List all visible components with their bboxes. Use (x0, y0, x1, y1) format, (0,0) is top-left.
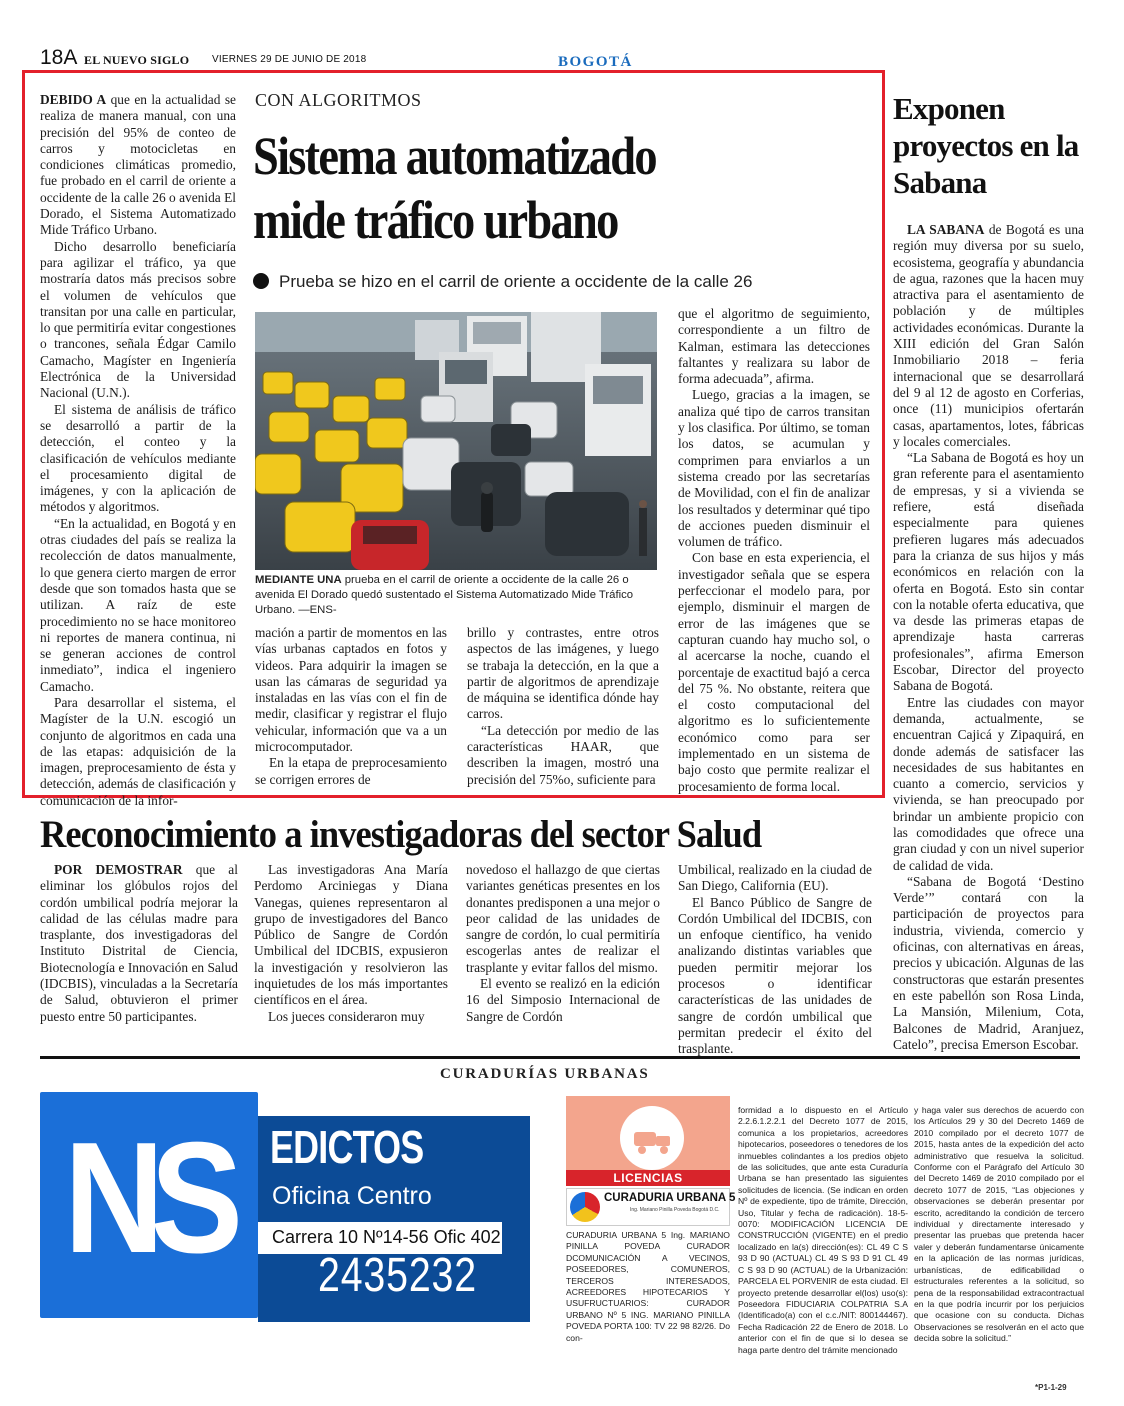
paragraph: “La detección por medio de las características HAAR, que describen la imagen, mostró una precisión del 75%o, suficiente para (467, 722, 659, 787)
licencias-label: LICENCIAS (566, 1170, 730, 1186)
ns-logo: NS (64, 1110, 229, 1286)
traffic-photo (255, 312, 657, 570)
section-divider (40, 1056, 1080, 1059)
curaduria-subtitle: Ing. Mariano Pinilla Poveda Bogotá D.C. (630, 1207, 720, 1213)
sabana-headline: Exponen proyectos en la Sabana (893, 91, 1079, 200)
paragraph: “Sabana de Bogotá ‘Destino Verde’” contará con la participación de proyectos para industria, vivienda, comercio y oficinas, con alternativas en áreas, precios y ubicación. Algunas de las constructoras que estarán presentes en este pabellón son Rosa Linda, La Mansión, Milenium, Cota, Balcones de Madrid, Aranjuez, Catelo”, precisa Emerson Escobar. (893, 873, 1084, 1052)
paragraph: brillo y contrastes, entre otros aspectos de las imágenes, y luego se trabaja la detección, en la que a partir de algoritmos de aprendizaje de máquina se identifica dónde hay carros. (467, 625, 659, 722)
paragraph: “La Sabana de Bogotá es hoy un gran referente para el asentamiento de empresas, y si a vivienda se refiere, está diseñada especialmente para quienes prefieren lugares más adecuados para la crianza de sus hijos y más económicos en relación con la oferta en Bogotá. Esto sin contar con la notable oferta educativa, que va desde las primeras etapas de aprendizaje hasta carreras profesionales”, afirma Emerson Escobar, Director del proyecto Sabana de Bogotá. (893, 450, 1084, 694)
page-number: 18A (40, 46, 78, 69)
paragraph: mación a partir de momentos en las vías urbanas captados en fotos y videos. Para adquirir la imagen se usan las cámaras de seguridad ya instaladas en las vías con el fin de medir, clasificar y registrar el flujo vehicular, información que va a un microcomputador. (255, 625, 447, 755)
page-header (40, 48, 1080, 72)
paragraph: que el algoritmo de seguimiento, correspondiente a un filtro de Kalman, estimara las detecciones faltantes y realizara su labor de forma adecuada”, afirma. (678, 306, 870, 387)
ad-code: *P1-1-29 (1035, 1383, 1067, 1392)
section-name: BOGOTÁ (558, 54, 633, 70)
main-deck (253, 272, 833, 292)
curaduria-notice-col-2 (738, 1105, 908, 1356)
caption-lead: MEDIANTE UNA (255, 574, 342, 586)
paragraph: Umbilical, realizado en la ciudad de San Diego, California (EU). (678, 862, 872, 894)
paragraph: que en la actualidad se realiza de manera manual, con una precisión del 95% de conteo de carros y motocicletas en condiciones climáticas promedio, fue probado en el carril de oriente a occidente de la calle 26 o avenida El Dorado, el Sistema Automatizado Mide Tráfico Urbano. (40, 92, 236, 238)
paragraph: El Banco Público de Sangre de Cordón Umbilical del IDCBIS, con un enfoque científico, ha venido analizando distintas variables que pueden permitir mejorar los procesos o identificar características de las unidades de sangre de cordón umbilical que permitan predecir el éxito del trasplante. (678, 894, 872, 1057)
salud-lead: POR DEMOSTRAR (54, 862, 183, 877)
edictos-address: Carrera 10 Nº14-56 Ofic 402 (272, 1227, 501, 1247)
traffic-photo-illustration (255, 312, 657, 570)
photo-caption (255, 573, 665, 618)
paragraph: que al eliminar los glóbulos rojos del cordón umbilical podría mejorar la calidad de las células madre para trasplante, dos investigadoras del Instituto Distrital de Ciencia, Biotecnología e Innovación en Salud (IDCBIS), vinculadas a la Secretaría de Salud, obtuvieron el primer puesto entre 50 participantes. (40, 862, 238, 1024)
bullet-icon (253, 273, 269, 289)
paragraph: El sistema de análisis de tráfico se desarrolló a partir de la detección, el conteo y la clasificación de vehículos mediante el procesamiento digital de imágenes, y con la aplicación de métodos y algoritmos. (40, 401, 236, 515)
edictos-title: EDICTOS (270, 1121, 424, 1173)
paragraph: Entre las ciudades con mayor demanda, actualmente, se encuentran Cajicá y Zipaquirá, en donde además de satisfacer las necesidades de sus habitantes en cuanto a comercio, servicios y vivienda, se han preocupado por brindar un ambiente propicio con las comodidades que ofrece una gran ciudad y con un nivel superior de calidad de vida. (893, 694, 1084, 873)
sabana-lead: LA SABANA (907, 222, 985, 237)
curadurias-title: CURADURÍAS URBANAS (440, 1066, 650, 1082)
main-kicker: CON ALGORITMOS (255, 90, 422, 110)
paragraph: El evento se realizó en la edición 16 del Simposio Internacional de Sangre de Cordón (466, 976, 660, 1024)
cement-truck-icon (620, 1106, 684, 1170)
main-lead: DEBIDO A (40, 92, 107, 107)
salud-column-4 (678, 862, 872, 1058)
paragraph: novedoso el hallazgo de que ciertas variantes genéticas presentes en los donantes predisponen a una mejor o peor calidad de las unidades de sangre de cordón, lo cual permitiría escogerlas antes de realizar el trasplante y evitar fallos del mismo. (466, 862, 660, 975)
paragraph: CURADURIA URBANA 5 Ing. MARIANO PINILLA POVEDA CURADOR DCOMUNICACIÓN A VECINOS, POSEEDORES, COMUNEROS, TERCEROS INTERESADOS, ACREEDORES HIPOTECARIOS Y USUFRUCTUARIOS: CURADOR URBANO Nº 5 ING. MARIANO PINILLA POVEDA PORTA 100: TV 22 98 82/26. Do con- (566, 1230, 730, 1343)
issue-date: VIERNES 29 DE JUNIO DE 2018 (212, 54, 367, 65)
salud-column-1 (40, 862, 238, 1025)
caption-text: prueba en el carril de oriente a occidente de la calle 26 o avenida El Dorado quedó sustentado el Sistema Automatizado Mide Tráfico Urbano. —ENS- (255, 574, 634, 616)
main-story-column-1 (40, 92, 236, 809)
newspaper-name: EL NUEVO SIGLO (84, 53, 190, 67)
curaduria-notice-col-3 (914, 1105, 1084, 1345)
main-story-column-4 (678, 306, 870, 795)
salud-column-2 (254, 862, 448, 1025)
curaduria-logo-icon (570, 1192, 600, 1222)
salud-column-3 (466, 862, 660, 1025)
paragraph: Dicho desarrollo beneficiaría para agilizar el tráfico, ya que mostraría datos más precisos sobre el volumen de vehículos que transitan por una calle en particular, lo que permitiría evitar congestiones o trancones, señala Édgar Camilo Camacho, Magíster en Ingeniería Electrónica de la Universidad Nacional (U.N.). (40, 238, 236, 401)
paragraph: “En la actualidad, en Bogotá y en otras ciudades del país se realiza la recolección de datos manualmente, lo que genera cierto margen de error desde que son tomados hasta que se utilizan. A raíz de este procedimiento no se hace monitoreo ni reportes de manera continua, ni se generan acciones de control inmediato”, indica el ingeniero Camacho. (40, 515, 236, 694)
main-headline: Sistema automatizado mide tráfico urbano (253, 126, 656, 250)
paragraph: Para desarrollar el sistema, el Magíster de la U.N. escogió un conjunto de algoritmos en cada una de las etapas: adquisición de la imagen, preprocesamiento de ésta y detección, además de clasificación y comunicación de la infor- (40, 694, 236, 808)
salud-headline: Reconocimiento a investigadoras del sector Salud (40, 813, 762, 856)
main-story-column-2 (255, 625, 447, 788)
sabana-story-body (893, 222, 1084, 1053)
curaduria-name: CURADURIA URBANA 5 (604, 1192, 736, 1204)
paragraph: Con base en esta experiencia, el investigador señala que se espera perfeccionar el modelo para, por ejemplo, disminuir el margen de error de las imágenes que se capturan cuando hay mucho sol, o al acercarse la noche, cuando el porcentaje de exactitud bajó a cerca del 75 %. No obstante, reitera que el costo computacional del algoritmo es lo suficientemente económico como para ser implementado en un sistema de bajo costo que permite realizar el procesamiento de forma local. (678, 550, 870, 794)
curaduria-notice-col-1 (566, 1230, 730, 1344)
paragraph: de Bogotá es una región muy diversa por su suelo, ecosistema, geografía y abundancia de agua, razones que la hacen muy atractiva para el asentamiento de población y de múltiples actividades económicas. Durante la XIII edición del Gran Salón Inmobiliario 2018 – feria internacional que se desarrollará del 9 al 12 de agosto en Corferias, once (11) municipios ofertarán casas, apartamentos, lotes, fábricas y locales comerciales. (893, 222, 1084, 449)
paragraph: Los jueces consideraron muy (268, 1008, 425, 1024)
paragraph: y haga valer sus derechos de acuerdo con los Artículos 29 y 30 del Decreto 1469 de 2010 compilado por el decreto 1077 de 2015, hasta antes de la expedición del acto administrativo que resuelva la solicitud. Conforme con el Parágrafo del Artículo 30 del Decreto 1469 de 2010 compilado por el decreto 1077 de 2015, “Las objeciones y observaciones se deberán presentar por escrito, acreditando la condición de tercero individual y directamente interesado y presentar las pruebas que pretenda hacer valer y deberán fundamentarse únicamente en la aplicación de las normas jurídicas, urbanísticas, de edificabilidad o estructurales referentes a la solicitud, so pena de la responsabilidad extracontractual en la que podría incurrir por los perjuicios que ocasione con su conducta. Dichas Observaciones se resolverán en el acto que decida sobre la solicitud.” (914, 1105, 1084, 1344)
paragraph: formidad a lo dispuesto en el Artículo 2.2.6.1.2.2.1 del Decreto 1077 de 2015, comunica a los propietarios, acreedores hipotecarios, poseedores o tenedores de los inmuebles colindantes a los predios objeto de las solicitudes, que ante esta Curaduría Urbana se han presentado las siguientes solicitudes de licencia. (Se indican en orden Nº de expediente, tipo de trámite, Dirección, Uso, Titular y fecha de radicación). 18-5-0070: MODIFICACIÓN LICENCIA DE CONSTRUCCIÓN (VIGENTE) en el predio localizado en la(s) dirección(es): CL 49 C S 93 D 90 (ACTUAL) CL 49 S 93 D 91 CL 49 C S 93 D 90 (ACTUAL) de la Urbanización: PARCELA EL PORVENIR de esta ciudad. El proyecto pretende desarrollar el(los) uso(s): Poseedora FIDUCIARIA COLPATRIA S.A (Identificado(a) con el c.c./NIT: 800144467). Fecha Radicación 22 de Enero de 2018. Lo anterior con el fin de que si lo desea se haga parte dentro del trámite mencionado (738, 1105, 908, 1355)
edictos-office: Oficina Centro (272, 1182, 432, 1210)
edictos-phone: 2435232 (318, 1249, 477, 1302)
deck-text: Prueba se hizo en el carril de oriente a occidente de la calle 26 (279, 272, 753, 291)
paragraph: En la etapa de preprocesamiento se corrigen errores de (255, 755, 447, 787)
main-story-column-3 (467, 625, 659, 788)
paragraph: Las investigadoras Ana María Perdomo Arciniegas y Diana Vanegas, quienes representaron al grupo de investigadores del Banco Público de Sangre de Cordón Umbilical del IDCBIS, expusieron la investigación y resolvieron las inquietudes de los más importantes científicos en el área. (254, 862, 448, 1008)
paragraph: Luego, gracias a la imagen, se analiza qué tipo de carros transitan y los clasifica. Por último, se toman los datos, se acumulan y comprimen para enviarlos a un sistema creado por las secretarías de Movilidad, con el fin de analizar los resultados y determinar qué tipo de acciones pueden disminuir el volumen de tráfico. (678, 387, 870, 550)
